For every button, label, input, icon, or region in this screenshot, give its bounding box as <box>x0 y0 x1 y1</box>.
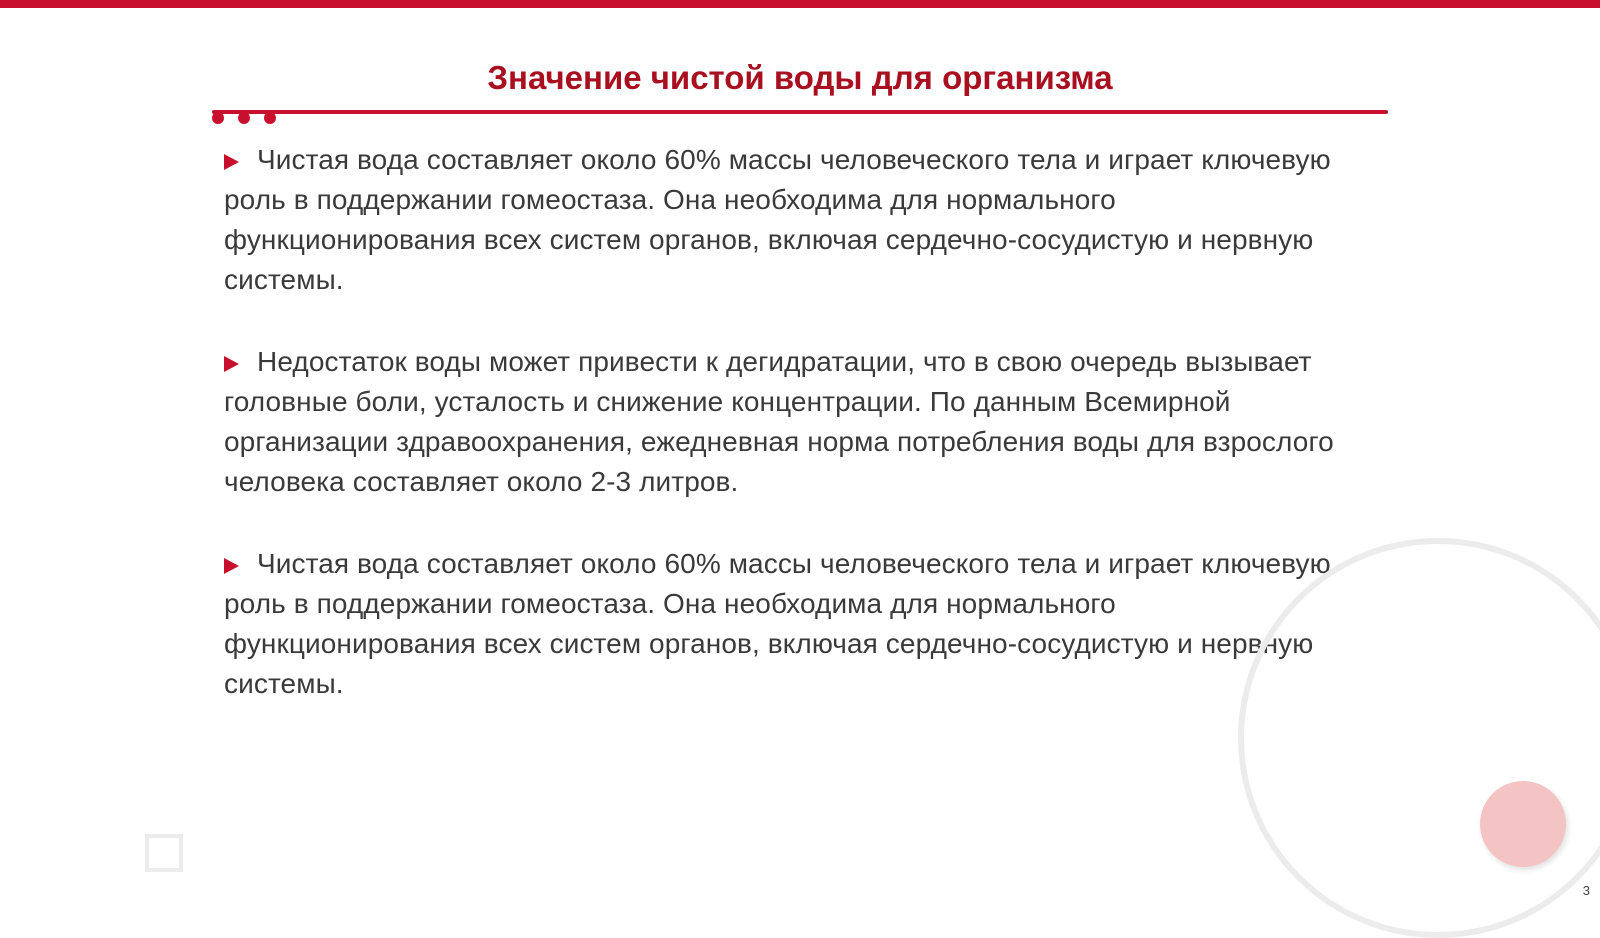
page-number: 3 <box>1582 883 1590 898</box>
slide-title: Значение чистой воды для организма <box>487 59 1113 96</box>
top-accent-bar <box>0 0 1600 8</box>
bullet-paragraph <box>224 140 1364 300</box>
decor-circle <box>1480 781 1566 867</box>
slide-content <box>224 140 1364 746</box>
decor-dot <box>212 112 224 124</box>
decor-dot <box>238 112 250 124</box>
bullet-paragraph <box>224 342 1364 502</box>
decor-dot <box>264 112 276 124</box>
triangle-right-icon <box>224 154 239 170</box>
bullet-text: Чистая вода составляет около 60% массы человеческого тела и играет ключевую роль в поддержании гомеостаза. Она необходима для нормального функционирования всех систем органов, включая сердечно-сосудистую и нервную системы. <box>224 144 1331 295</box>
title-dots <box>212 112 276 124</box>
triangle-right-icon <box>224 558 239 574</box>
bullet-paragraph <box>224 544 1364 704</box>
decor-square <box>145 834 183 872</box>
triangle-right-icon <box>224 356 239 372</box>
bullet-text: Недостаток воды может привести к дегидратации, что в свою очередь вызывает головные боли, усталость и снижение концентрации. По данным Всемирной организации здравоохранения, ежедневная норма потребления воды для взрослого человека составляет около 2-3 литров. <box>224 346 1334 497</box>
bullet-text: Чистая вода составляет около 60% массы человеческого тела и играет ключевую роль в поддержании гомеостаза. Она необходима для нормального функционирования всех систем органов, включая сердечно-сосудистую и нервную системы. <box>224 548 1331 699</box>
title-underline <box>212 110 1388 114</box>
